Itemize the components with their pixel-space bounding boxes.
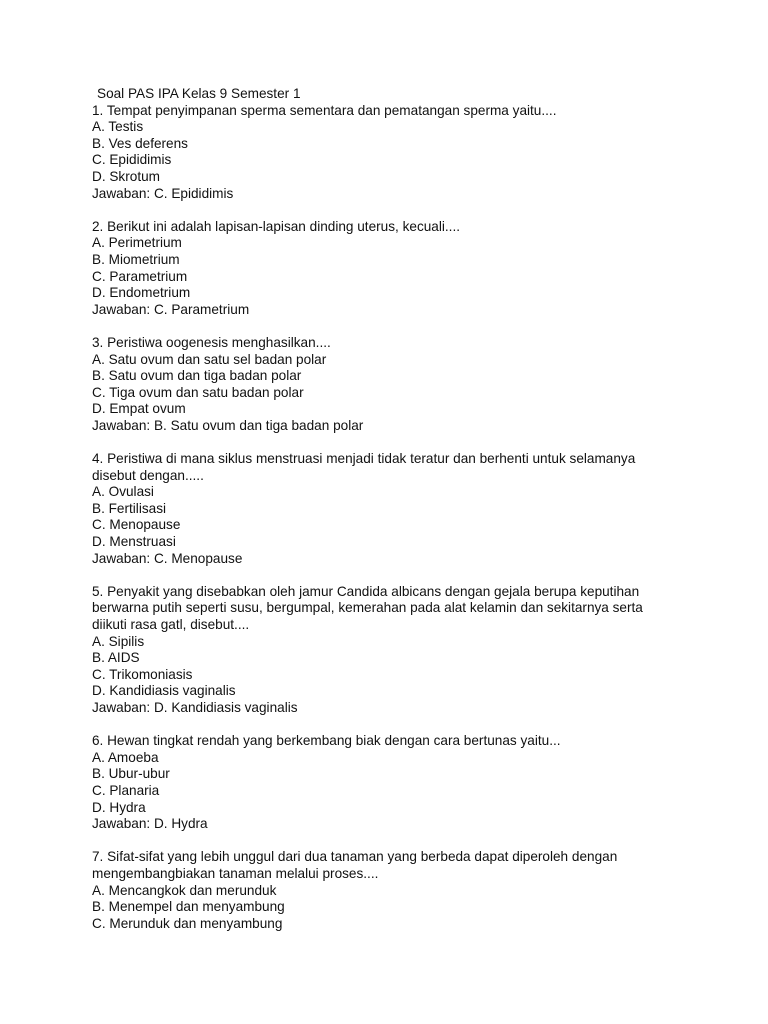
- answer-option: C. Planaria: [92, 782, 160, 798]
- answer-option: B. Ves deferens: [92, 135, 188, 151]
- answer-option: A. Mencangkok dan merunduk: [92, 882, 277, 898]
- answer-option: A. Perimetrium: [92, 235, 182, 251]
- answer-option: A. Testis: [92, 119, 144, 135]
- answer-option: C. Epididimis: [92, 152, 172, 168]
- question-text: 5. Penyakit yang disebabkan oleh jamur Candida albicans dengan gejala berupa keputihan: [92, 583, 640, 599]
- answer-key: Jawaban: C. Parametrium: [92, 301, 250, 317]
- question-text: 6. Hewan tingkat rendah yang berkembang biak dengan cara bertunas yaitu...: [92, 733, 561, 749]
- question-1: [92, 103, 692, 203]
- question-text: 2. Berikut ini adalah lapisan-lapisan dinding uterus, kecuali....: [92, 218, 461, 234]
- question-text: disebut dengan.....: [92, 467, 204, 483]
- answer-option: B. Satu ovum dan tiga badan polar: [92, 368, 302, 384]
- answer-key: Jawaban: D. Kandidiasis vaginalis: [92, 699, 298, 715]
- question-text: 1. Tempat penyimpanan sperma sementara dan pematangan sperma yaitu....: [92, 102, 557, 118]
- answer-option: A. Ovulasi: [92, 484, 154, 500]
- answer-option: D. Menstruasi: [92, 534, 176, 550]
- answer-option: C. Parametrium: [92, 268, 188, 284]
- answer-key: Jawaban: C. Menopause: [92, 550, 243, 566]
- document-body: [92, 86, 692, 949]
- answer-option: D. Endometrium: [92, 285, 191, 301]
- question-text: mengembangbiakan tanaman melalui proses....: [92, 865, 379, 881]
- question-list: [92, 103, 692, 933]
- question-6: [92, 733, 692, 833]
- answer-key: Jawaban: C. Epididimis: [92, 185, 234, 201]
- question-5: [92, 584, 692, 717]
- question-4: [92, 451, 692, 567]
- answer-key: Jawaban: B. Satu ovum dan tiga badan polar: [92, 417, 364, 433]
- answer-option: B. Menempel dan menyambung: [92, 899, 285, 915]
- question-text: 7. Sifat-sifat yang lebih unggul dari dua tanaman yang berbeda dapat diperoleh dengan: [92, 849, 618, 865]
- question-text: diikuti rasa gatl, disebut....: [92, 617, 250, 632]
- answer-option: B. Fertilisasi: [92, 500, 167, 516]
- answer-option: D. Kandidiasis vaginalis: [92, 683, 236, 699]
- answer-option: A. Amoeba: [92, 749, 159, 765]
- answer-option: D. Empat ovum: [92, 401, 186, 417]
- question-text: 3. Peristiwa oogenesis menghasilkan....: [92, 334, 331, 350]
- answer-option: A. Sipilis: [92, 633, 145, 649]
- answer-option: D. Hydra: [92, 799, 146, 815]
- document-title: Soal PAS IPA Kelas 9 Semester 1: [97, 86, 301, 101]
- answer-key: Jawaban: D. Hydra: [92, 816, 208, 832]
- question-3: [92, 335, 692, 435]
- answer-option: C. Merunduk dan menyambung: [92, 915, 283, 931]
- question-2: [92, 219, 692, 319]
- answer-option: A. Satu ovum dan satu sel badan polar: [92, 351, 327, 367]
- answer-option: C. Menopause: [92, 517, 181, 533]
- answer-option: D. Skrotum: [92, 168, 160, 184]
- question-text: 4. Peristiwa di mana siklus menstruasi menjadi tidak teratur dan berhenti untuk selamanya: [92, 451, 636, 467]
- answer-option: B. Miometrium: [92, 251, 180, 267]
- answer-option: B. AIDS: [92, 650, 140, 666]
- question-7: [92, 849, 692, 932]
- question-text: berwarna putih seperti susu, bergumpal, kemerahan pada alat kelamin dan sekitarnya serta: [92, 600, 643, 616]
- answer-option: B. Ubur-ubur: [92, 766, 170, 782]
- answer-option: C. Trikomoniasis: [92, 666, 193, 682]
- answer-option: C. Tiga ovum dan satu badan polar: [92, 384, 304, 400]
